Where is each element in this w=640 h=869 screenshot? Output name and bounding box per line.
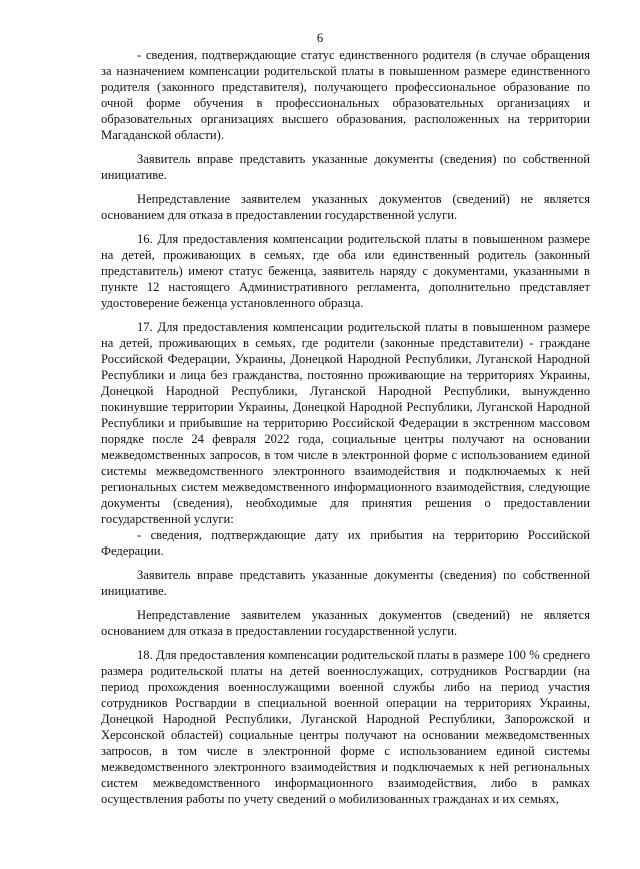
paragraph-non-submission: Непредставление заявителем указанных документов (сведений) не является основанием для отказа в предоставлении государственной услуги.: [101, 608, 590, 638]
paragraph-applicant-initiative: Заявитель вправе представить указанные документы (сведения) по собственной инициативе.: [101, 152, 590, 182]
paragraph-single-parent-info: - сведения, подтверждающие статус единственного родителя (в случае обращения за назначением компенсации родительской платы в повышенном размере единственного родителя (законного представителя), получающего профессиональное образование по очной форме обучения в профессиональных образовательных организациях и образовательных организациях высшего образования, расположенных на территории Магаданской области).: [101, 48, 590, 142]
paragraph-non-submission: Непредставление заявителем указанных документов (сведений) не является основанием для отказа в предоставлении государственной услуги.: [101, 192, 590, 222]
paragraph-applicant-initiative: Заявитель вправе представить указанные документы (сведения) по собственной инициативе.: [101, 568, 590, 598]
paragraph-arrival-date-info: - сведения, подтверждающие дату их прибытия на территорию Российской Федерации.: [101, 528, 590, 558]
paragraph-item-16: 16. Для предоставления компенсации родительской платы в повышенном размере на детей, проживающих в семьях, где оба или единственный родитель (законный представитель) имеют статус беженца, заявитель наряду с документами, указанными в пункте 12 настоящего Административного регламента, дополнительно представляет удостоверение беженца установленного образца.: [101, 232, 590, 310]
paragraph-item-17: 17. Для предоставления компенсации родительской платы в повышенном размере на детей, проживающих в семьях, где родители (законные представители) - граждане Российской Федерации, Украины, Донецкой Народной Республики, Луганской Народной Республики и лица без гражданства, постоянно проживающие на территориях Украины, Донецкой Народной Республики, Луганской Народной Республики, вынужденно покинувшие территории Украины, Донецкой Народной Республики, Луганской Народной Республики и прибывшие на территорию Российской Федерации в экстренном массовом порядке после 24 февраля 2022 года, социальные центры получают на основании межведомственных запросов, в том числе в электронной форме с использованием единой системы межведомственного электронного взаимодействия и подключаемых к ней региональных систем межведомственного информационного взаимодействия, следующие документы (сведения), необходимые для принятия решения о предоставлении государственной услуги:: [101, 320, 590, 526]
page-number: 6: [316, 31, 324, 45]
paragraph-item-18: 18. Для предоставления компенсации родительской платы в размере 100 % среднего размера родительской платы на детей военнослужащих, сотрудников Росгвардии (на период прохождения военнослужащими военной службы либо на период участия сотрудников Росгвардии в специальной военной операции на территориях Украины, Донецкой Народной Республики, Луганской Народной Республики, Запорожской и Херсонской областей) социальные центры получают на основании межведомственных запросов, в том числе в электронной форме с использованием единой системы межведомственного электронного взаимодействия и подключаемых к ней региональных систем межведомственного информационного взаимодействия, либо в рамках осуществления работы по учету сведений о мобилизованных гражданах и их семьях,: [101, 648, 590, 806]
document-body: [101, 47, 590, 807]
